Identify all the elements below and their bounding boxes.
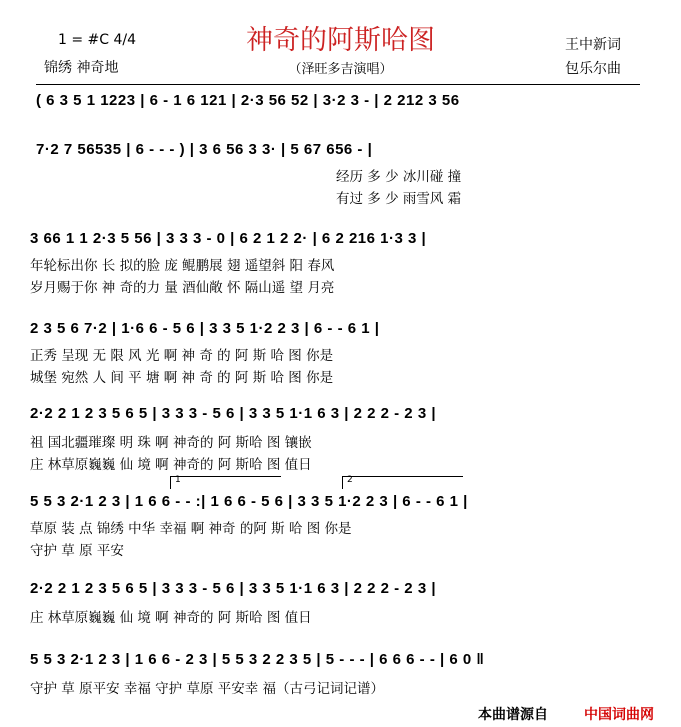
lyric-row-4-verse-1: 正秀 呈现 无 限 风 光 啊 神 奇 的 阿 斯 哈 图 你是	[30, 348, 334, 364]
lyric-row-6-verse-2: 守护 草 原 平安	[30, 543, 124, 559]
lyricist-credit: 王中新词	[565, 37, 621, 53]
first-ending-number: 1	[175, 475, 181, 485]
lyric-row-5-verse-2: 庄 林草原巍巍 仙 境 啊 神奇的 阿 斯哈 图 值日	[30, 457, 312, 473]
notation-row-7: 2·2 2 1 2 3 5 6 5 | 3 3 3 - 5 6 | 3 3 5 1·1 6 3 | 2 2 2 - 2 3 |	[30, 580, 437, 597]
staff-divider	[36, 84, 640, 85]
lyric-row-4-verse-2: 城堡 宛然 人 间 平 塘 啊 神 奇 的 阿 斯 哈 图 你是	[30, 370, 334, 386]
song-title: 神奇的阿斯哈图	[246, 25, 435, 56]
second-ending-number: 2	[347, 475, 353, 485]
second-ending-bracket	[342, 476, 463, 489]
composer-credit: 包乐尔曲	[565, 61, 621, 77]
site-link[interactable]: 中国词曲网	[584, 707, 654, 723]
notation-row-6: 5 5 3 2·1 2 3 | 1 6 6 - - :| 1 6 6 - 5 6 | 3 3 5 1·2 2 3 | 6 - - 6 1 |	[30, 493, 468, 510]
lyric-row-3-verse-1: 年轮标出你 长 拟的脸 庞 鲲鹏展 翅 遥望斜 阳 春风	[30, 258, 335, 274]
notation-row-8: 5 5 3 2·1 2 3 | 1 6 6 - 2 3 | 5 5 3 2 2 3 5 | 5 - - - | 6 6 6 - - | 6 0 ‖	[30, 651, 485, 668]
notation-row-2: 7·2 7 56535 | 6 - - - ) | 3 6 56 3 3· | 5 67 656 - |	[36, 141, 373, 158]
notation-row-5: 2·2 2 1 2 3 5 6 5 | 3 3 3 - 5 6 | 3 3 5 1·1 6 3 | 2 2 2 - 2 3 |	[30, 405, 437, 422]
lyric-row-7: 庄 林草原巍巍 仙 境 啊 神奇的 阿 斯哈 图 值日	[30, 610, 312, 626]
lyric-row-6-verse-1: 草原 装 点 锦绣 中华 幸福 啊 神奇 的阿 斯 哈 图 你是	[30, 521, 352, 537]
style-marking: 锦绣 神奇地	[44, 60, 119, 76]
lyric-row-8: 守护 草 原平安 幸福 守护 草原 平安幸 福（古弓记词记谱）	[30, 681, 385, 697]
notation-row-3: 3 66 1 1 2·3 5 56 | 3 3 3 - 0 | 6 2 1 2 2· | 6 2 216 1·3 3 |	[30, 230, 427, 247]
lyric-row-2-verse-1: 经历 多 少 冰川碰 撞	[336, 169, 462, 185]
performer-subtitle: （泽旺多吉演唱）	[288, 62, 393, 77]
lyric-row-5-verse-1: 祖 国北疆璀璨 明 珠 啊 神奇的 阿 斯哈 图 镶嵌	[30, 435, 312, 451]
key-signature: 1 = #C 4/4	[58, 32, 137, 48]
source-label: 本曲谱源自	[478, 707, 548, 723]
first-ending-bracket	[170, 476, 281, 489]
lyric-row-3-verse-2: 岁月赐于你 神 奇的力 量 酒仙敞 怀 隔山遥 望 月亮	[30, 280, 335, 296]
notation-row-4: 2 3 5 6 7·2 | 1·6 6 - 5 6 | 3 3 5 1·2 2 3 | 6 - - 6 1 |	[30, 320, 380, 337]
notation-row-1: ( 6 3 5 1 1223 | 6 - 1 6 121 | 2·3 56 52 | 3·2 3 - | 2 212 3 56	[36, 92, 460, 109]
lyric-row-2-verse-2: 有过 多 少 雨雪风 霜	[336, 191, 462, 207]
